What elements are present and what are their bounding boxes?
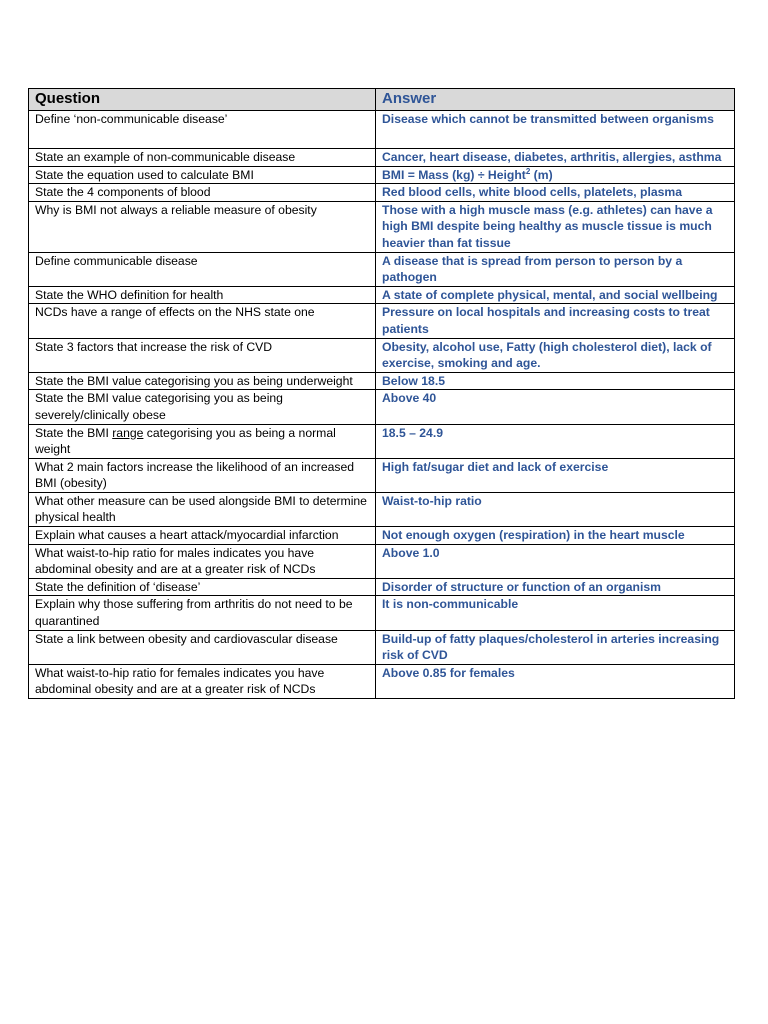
question-cell: State the 4 components of blood [29, 184, 376, 202]
table-row [29, 664, 735, 698]
table-row [29, 286, 735, 304]
table-row [29, 458, 735, 492]
table-row [29, 492, 735, 526]
answer-cell: Those with a high muscle mass (e.g. athletes) can have a high BMI despite being healthy as muscle tissue is much heavier than fat tissue [376, 201, 735, 252]
question-cell: State an example of non-communicable disease [29, 149, 376, 167]
table-row [29, 596, 735, 630]
table-row [29, 304, 735, 338]
answer-column-header: Answer [376, 89, 735, 111]
table-row [29, 338, 735, 372]
question-cell: Why is BMI not always a reliable measure of obesity [29, 201, 376, 252]
answer-cell [376, 166, 735, 184]
question-cell: What 2 main factors increase the likelihood of an increased BMI (obesity) [29, 458, 376, 492]
answer-cell: Disorder of structure or function of an organism [376, 578, 735, 596]
question-cell: What waist-to-hip ratio for females indicates you have abdominal obesity and are at a greater risk of NCDs [29, 664, 376, 698]
answer-cell: High fat/sugar diet and lack of exercise [376, 458, 735, 492]
underlined-word: range [112, 425, 144, 440]
answer-cell: Obesity, alcohol use, Fatty (high cholesterol diet), lack of exercise, smoking and age. [376, 338, 735, 372]
table-row [29, 527, 735, 545]
question-cell: State the WHO definition for health [29, 286, 376, 304]
question-cell [29, 424, 376, 458]
table-row [29, 111, 735, 149]
question-answer-table [28, 88, 735, 699]
table-row [29, 424, 735, 458]
answer-cell: A disease that is spread from person to person by a pathogen [376, 252, 735, 286]
question-text: State the BMI [35, 425, 113, 440]
qa-sheet [28, 88, 734, 699]
answer-cell: It is non-communicable [376, 596, 735, 630]
answer-cell: Build-up of fatty plaques/cholesterol in arteries increasing risk of CVD [376, 630, 735, 664]
question-cell: What other measure can be used alongside BMI to determine physical health [29, 492, 376, 526]
question-cell: State a link between obesity and cardiovascular disease [29, 630, 376, 664]
superscript-exponent: 2 [525, 166, 531, 176]
answer-cell: Waist-to-hip ratio [376, 492, 735, 526]
answer-cell: Above 40 [376, 390, 735, 424]
answer-cell: A state of complete physical, mental, and social wellbeing [376, 286, 735, 304]
question-cell: State 3 factors that increase the risk of CVD [29, 338, 376, 372]
answer-cell: Below 18.5 [376, 372, 735, 390]
question-cell: Define communicable disease [29, 252, 376, 286]
table-row [29, 201, 735, 252]
table-row [29, 544, 735, 578]
question-column-header: Question [29, 89, 376, 111]
answer-cell: Cancer, heart disease, diabetes, arthritis, allergies, asthma [376, 149, 735, 167]
bmi-equation-unit: (m) [530, 167, 553, 182]
answer-cell: Not enough oxygen (respiration) in the heart muscle [376, 527, 735, 545]
table-row [29, 184, 735, 202]
question-cell: State the BMI value categorising you as being underweight [29, 372, 376, 390]
question-cell: State the equation used to calculate BMI [29, 166, 376, 184]
answer-cell: Above 1.0 [376, 544, 735, 578]
table-row [29, 149, 735, 167]
question-cell: NCDs have a range of effects on the NHS state one [29, 304, 376, 338]
answer-cell: Disease which cannot be transmitted between organisms [376, 111, 735, 149]
table-row [29, 630, 735, 664]
table-row [29, 372, 735, 390]
table-row [29, 166, 735, 184]
question-cell: State the definition of ‘disease’ [29, 578, 376, 596]
answer-cell: Red blood cells, white blood cells, platelets, plasma [376, 184, 735, 202]
question-text: categorising you as being a normal weight [35, 425, 336, 457]
question-cell: What waist-to-hip ratio for males indicates you have abdominal obesity and are at a greater risk of NCDs [29, 544, 376, 578]
table-row [29, 578, 735, 596]
question-cell: State the BMI value categorising you as being severely/clinically obese [29, 390, 376, 424]
table-row [29, 390, 735, 424]
answer-cell: Above 0.85 for females [376, 664, 735, 698]
table-row [29, 252, 735, 286]
answer-cell: Pressure on local hospitals and increasing costs to treat patients [376, 304, 735, 338]
table-header-row [29, 89, 735, 111]
bmi-equation-text: BMI = Mass (kg) ÷ Height [382, 167, 526, 182]
answer-cell: 18.5 – 24.9 [376, 424, 735, 458]
question-cell: Explain why those suffering from arthritis do not need to be quarantined [29, 596, 376, 630]
question-cell: Explain what causes a heart attack/myocardial infarction [29, 527, 376, 545]
question-cell: Define ‘non-communicable disease’ [29, 111, 376, 149]
